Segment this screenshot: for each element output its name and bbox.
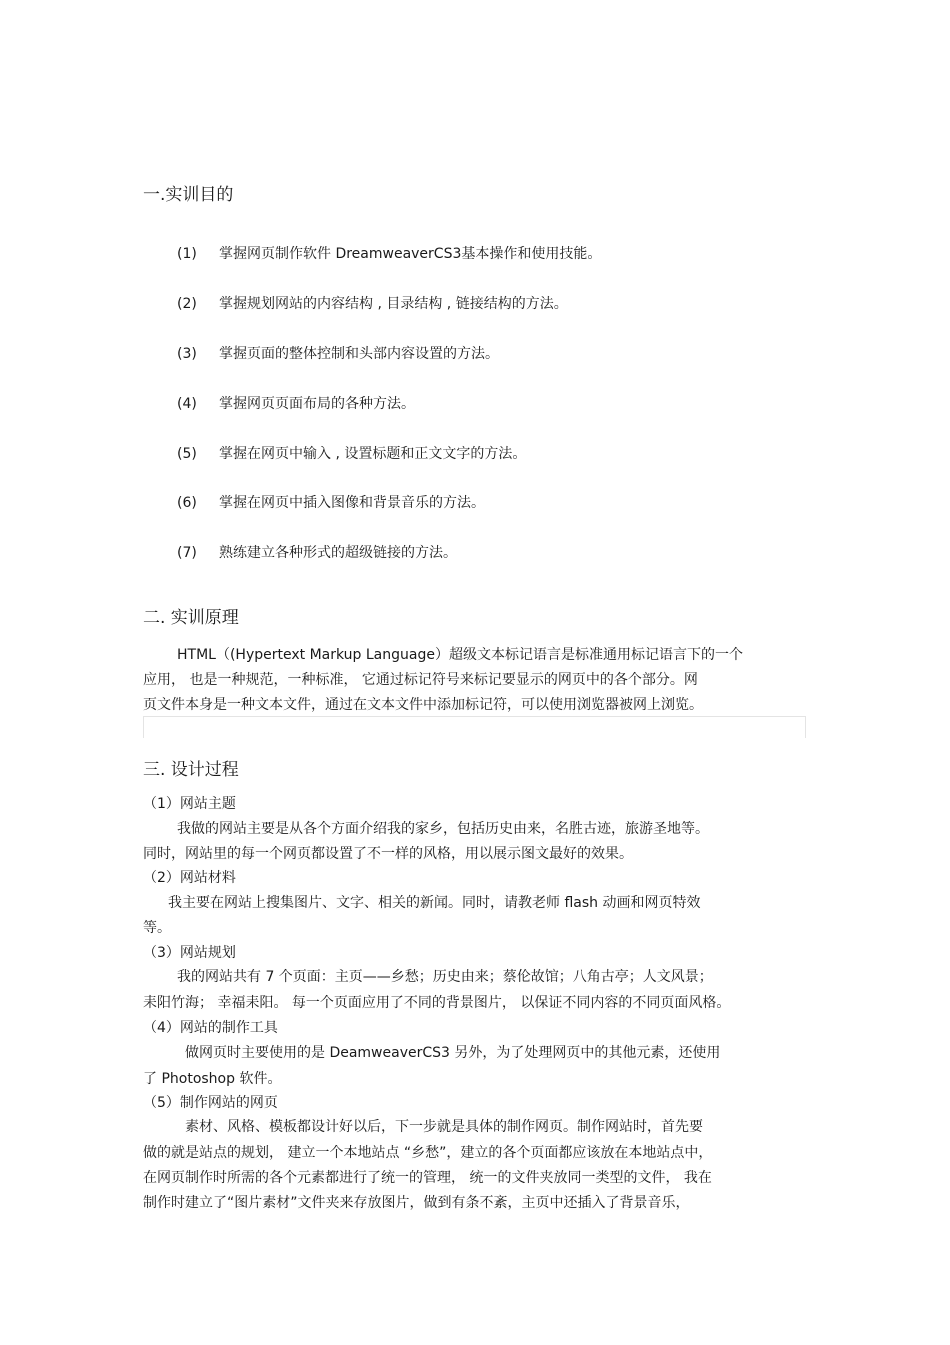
body-line: 等。	[143, 920, 171, 936]
objective-text: 掌握网页制作软件 DreamweaverCS3基本操作和使用技能。	[219, 246, 602, 262]
subsection-title: （2）网站材料	[143, 870, 236, 886]
principle-line: 应用， 也是一种规范，一种标准， 它通过标记符号来标记要显示的网页中的各个部分。网	[143, 672, 698, 688]
objective-number: (3)	[177, 346, 197, 362]
body-line: 制作时建立了“图片素材”文件夹来存放图片，做到有条不紊，主页中还插入了背景音乐，	[143, 1195, 690, 1211]
body-line: 做的就是站点的规划， 建立一个本地站点 “乡愁”，建立的各个页面都应该放在本地站点中，	[143, 1145, 713, 1161]
objective-text: 掌握在网页中插入图像和背景音乐的方法。	[219, 495, 485, 511]
body-line: 耒阳竹海； 幸福耒阳。 每一个页面应用了不同的背景图片， 以保证不同内容的不同页面风格。	[143, 995, 731, 1011]
objective-item	[177, 542, 457, 562]
body-line: 我做的网站主要是从各个方面介绍我的家乡，包括历史由来，名胜古迹，旅游圣地等。	[177, 821, 709, 837]
subsection-title: （4）网站的制作工具	[143, 1020, 278, 1036]
objective-item	[177, 243, 601, 263]
objective-text: 掌握在网页中输入 , 设置标题和正文文字的方法。	[219, 446, 527, 462]
objective-text: 掌握页面的整体控制和头部内容设置的方法。	[219, 346, 499, 362]
principle-line: 页文件本身是一种文本文件，通过在文本文件中添加标记符，可以使用浏览器被网上浏览。	[143, 697, 703, 713]
objective-text: 掌握网页页面布局的各种方法。	[219, 396, 415, 412]
objective-item	[177, 343, 499, 363]
objective-number: (1)	[177, 246, 197, 262]
objective-number: (4)	[177, 396, 197, 412]
objective-number: (6)	[177, 495, 197, 511]
objective-number: (7)	[177, 545, 197, 561]
subsection-title: （1）网站主题	[143, 796, 236, 812]
body-line: 我的网站共有 7 个页面：主页——乡愁；历史由来；蔡伦故馆；八角古亭；人文风景；	[177, 969, 713, 985]
body-line: 做网页时主要使用的是 DeamweaverCS3 另外，为了处理网页中的其他元素，还使用	[185, 1045, 721, 1061]
objective-number: (2)	[177, 296, 197, 312]
body-line: 素材、风格、模板都设计好以后，下一步就是具体的制作网页。制作网站时，首先要	[185, 1119, 703, 1135]
objective-text: 掌握规划网站的内容结构 , 目录结构 , 链接结构的方法。	[219, 296, 568, 312]
text-frame-divider	[143, 716, 806, 738]
objective-item	[177, 393, 415, 413]
body-line: 了 Photoshop 软件。	[143, 1071, 282, 1087]
objective-item	[177, 293, 568, 313]
subsection-title: （3）网站规划	[143, 945, 236, 961]
body-line: 在网页制作时所需的各个元素都进行了统一的管理， 统一的文件夹放同一类型的文件， 我在	[143, 1170, 712, 1186]
objective-item	[177, 492, 485, 512]
section-heading-principle: 二. 实训原理	[143, 608, 239, 628]
objective-text: 熟练建立各种形式的超级链接的方法。	[219, 545, 457, 561]
objective-item	[177, 443, 526, 463]
body-line: 我主要在网站上搜集图片、文字、相关的新闻。同时，请教老师 flash 动画和网页特效	[168, 895, 701, 911]
principle-line: HTML（(Hypertext Markup Language）超级文本标记语言是标准通用标记语言下的一个	[177, 647, 743, 663]
section-heading-design-process: 三. 设计过程	[143, 760, 239, 780]
subsection-title: （5）制作网站的网页	[143, 1095, 278, 1111]
section-heading-objectives: 一.实训目的	[143, 185, 234, 205]
objective-number: (5)	[177, 446, 197, 462]
body-line: 同时，网站里的每一个网页都设置了不一样的风格，用以展示图文最好的效果。	[143, 846, 633, 862]
